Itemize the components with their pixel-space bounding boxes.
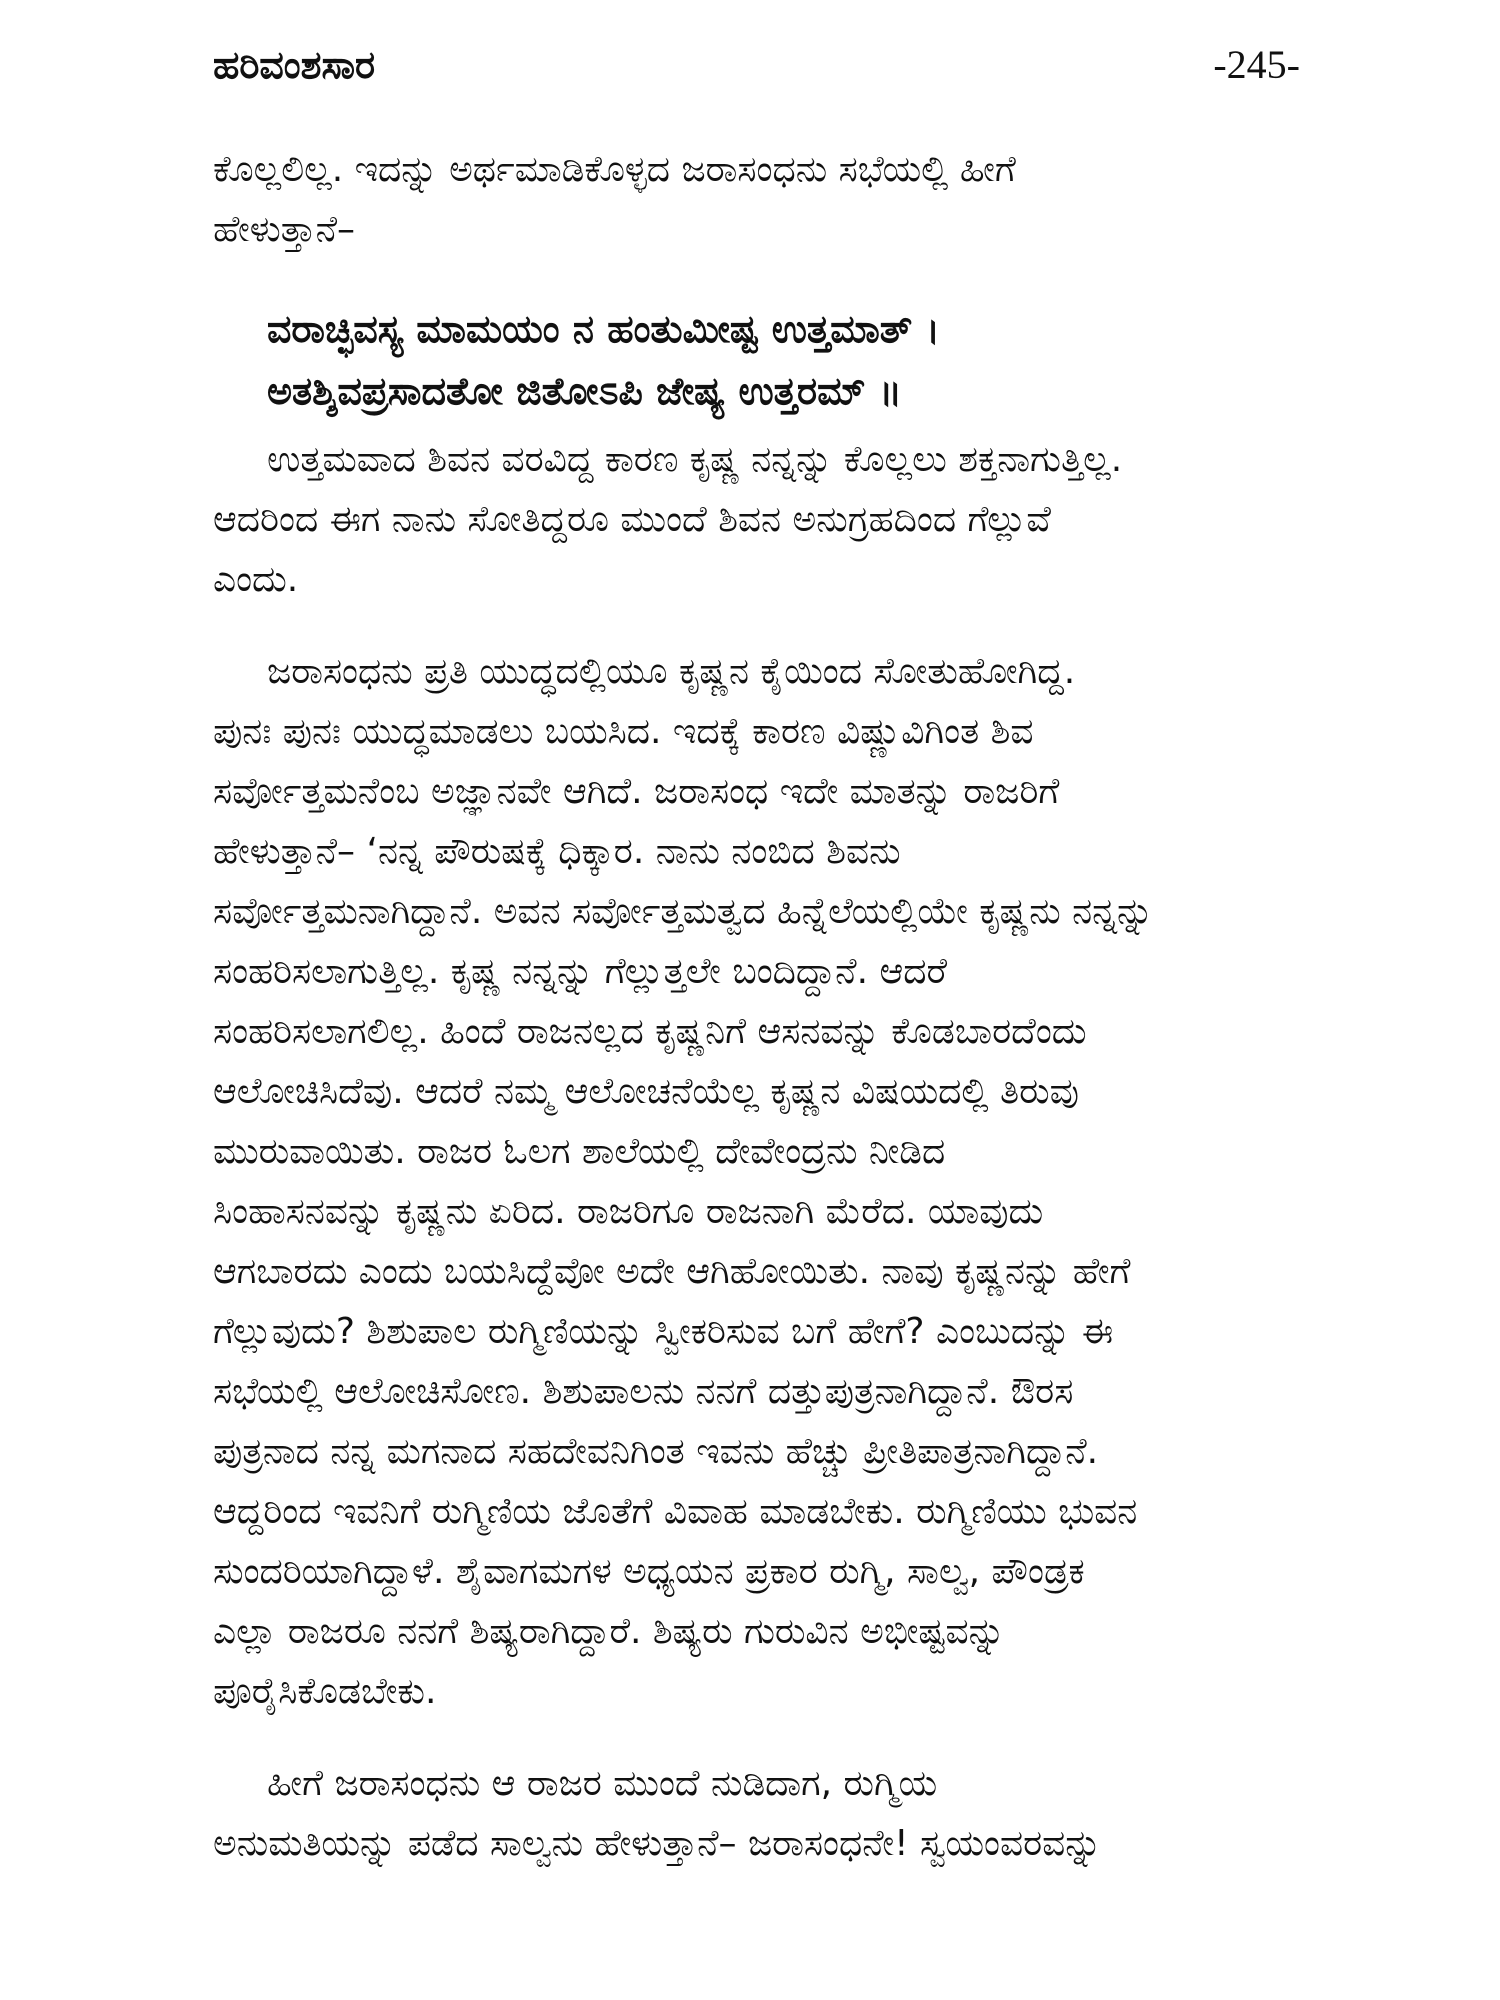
text-line: ಹೇಳುತ್ತಾನೆ– — [213, 209, 356, 250]
text-line: ಪೂರೈಸಿಕೊಡಬೇಕು. — [213, 1671, 437, 1712]
verse-line: ಅತಶ್ಶಿವಪ್ರಸಾದತೋ ಜಿತೋಽಪಿ ಜೇಷ್ಯ ಉತ್ತರಮ್ ॥ — [267, 369, 902, 413]
text-line: ಅನುಮತಿಯನ್ನು ಪಡೆದ ಸಾಲ್ವನು ಹೇಳುತ್ತಾನೆ– ಜರಾಸಂಧನೇ! ಸ್ವಯಂವರವನ್ನು — [213, 1823, 1102, 1864]
paragraph-explanation — [213, 430, 1300, 610]
text-line: ಪುನಃ ಪುನಃ ಯುದ್ಧಮಾಡಲು ಬಯಸಿದ. ಇದಕ್ಕೆ ಕಾರಣ ವಿಷ್ಣುವಿಗಿಂತ ಶಿವ — [213, 711, 1034, 752]
text-line: ಜರಾಸಂಧನು ಪ್ರತಿ ಯುದ್ಧದಲ್ಲಿಯೂ ಕೃಷ್ಣನ ಕೈಯಿಂದ ಸೋತುಹೋಗಿದ್ದ. — [267, 651, 1076, 692]
text-line: ಸುಂದರಿಯಾಗಿದ್ದಾಳೆ. ಶೈವಾಗಮಗಳ ಅಧ್ಯಯನ ಪ್ರಕಾರ ರುಗ್ಮಿ, ಸಾಲ್ವ, ಪೌಂಡ್ರಕ — [213, 1551, 1085, 1592]
text-line: ಆಲೋಚಿಸಿದೆವು. ಆದರೆ ನಮ್ಮ ಆಲೋಚನೆಯೆಲ್ಲ ಕೃಷ್ಣನ ವಿಷಯದಲ್ಲಿ ತಿರುವು — [213, 1071, 1079, 1112]
text-line: ಸಭೆಯಲ್ಲಿ ಆಲೋಚಿಸೋಣ. ಶಿಶುಪಾಲನು ನನಗೆ ದತ್ತುಪುತ್ರನಾಗಿದ್ದಾನೆ. ಔರಸ — [213, 1371, 1074, 1412]
text-line: ಗೆಲ್ಲುವುದು? ಶಿಶುಪಾಲ ರುಗ್ಮಿಣಿಯನ್ನು ಸ್ವೀಕರಿಸುವ ಬಗೆ ಹೇಗೆ? ಎಂಬುದನ್ನು ಈ — [213, 1311, 1114, 1352]
text-line: ಆಗಬಾರದು ಎಂದು ಬಯಸಿದ್ದೆವೋ ಅದೇ ಆಗಿಹೋಯಿತು. ನಾವು ಕೃಷ್ಣನನ್ನು ಹೇಗೆ — [213, 1251, 1131, 1292]
text-line: ಉತ್ತಮವಾದ ಶಿವನ ವರವಿದ್ದ ಕಾರಣ ಕೃಷ್ಣ ನನ್ನನ್ನು ಕೊಲ್ಲಲು ಶಕ್ತನಾಗುತ್ತಿಲ್ಲ. — [267, 439, 1123, 480]
text-line: ಆದ್ದರಿಂದ ಇವನಿಗೆ ರುಗ್ಮಿಣಿಯ ಜೊತೆಗೆ ವಿವಾಹ ಮಾಡಬೇಕು. ರುಗ್ಮಿಣಿಯು ಭುವನ — [213, 1491, 1138, 1532]
page-body — [213, 140, 1300, 1874]
verse-block — [213, 298, 1300, 422]
text-line: ಸಿಂಹಾಸನವನ್ನು ಕೃಷ್ಣನು ಏರಿದ. ರಾಜರಿಗೂ ರಾಜನಾಗಿ ಮೆರೆದ. ಯಾವುದು — [213, 1191, 1044, 1232]
page-number: -245- — [1213, 42, 1300, 87]
book-title: ಹರಿವಂಶಸಾರ — [213, 43, 376, 87]
text-line: ಸರ್ವೋತ್ತಮನೆಂಬ ಅಜ್ಞಾನವೇ ಆಗಿದೆ. ಜರಾಸಂಧ ಇದೇ ಮಾತನ್ನು ರಾಜರಿಗೆ — [213, 771, 1060, 812]
text-line: ಕೊಲ್ಲಲಿಲ್ಲ. ಇದನ್ನು ಅರ್ಥಮಾಡಿಕೊಳ್ಳದ ಜರಾಸಂಧನು ಸಭೆಯಲ್ಲಿ ಹೀಗೆ — [213, 149, 1016, 190]
text-line: ಆದರಿಂದ ಈಗ ನಾನು ಸೋತಿದ್ದರೂ ಮುಂದೆ ಶಿವನ ಅನುಗ್ರಹದಿಂದ ಗೆಲ್ಲುವೆ — [213, 499, 1051, 540]
text-line: ಹೇಳುತ್ತಾನೆ– ‘ನನ್ನ ಪೌರುಷಕ್ಕೆ ಧಿಕ್ಕಾರ. ನಾನು ನಂಬಿದ ಶಿವನು — [213, 831, 901, 872]
paragraph-main — [213, 642, 1300, 1722]
running-header — [213, 40, 1300, 90]
text-line: ಸಂಹರಿಸಲಾಗಲಿಲ್ಲ. ಹಿಂದೆ ರಾಜನಲ್ಲದ ಕೃಷ್ಣನಿಗೆ ಆಸನವನ್ನು ಕೊಡಬಾರದೆಂದು — [213, 1011, 1087, 1052]
text-line: ಹೀಗೆ ಜರಾಸಂಧನು ಆ ರಾಜರ ಮುಂದೆ ನುಡಿದಾಗ, ರುಗ್ಮಿಯ — [267, 1763, 938, 1804]
text-line: ಎಲ್ಲಾ ರಾಜರೂ ನನಗೆ ಶಿಷ್ಯರಾಗಿದ್ದಾರೆ. ಶಿಷ್ಯರು ಗುರುವಿನ ಅಭೀಷ್ಟವನ್ನು — [213, 1611, 1005, 1652]
text-line: ಸಂಹರಿಸಲಾಗುತ್ತಿಲ್ಲ. ಕೃಷ್ಣ ನನ್ನನ್ನು ಗೆಲ್ಲುತ್ತಲೇ ಬಂದಿದ್ದಾನೆ. ಆದರೆ — [213, 951, 948, 992]
text-line: ಪುತ್ರನಾದ ನನ್ನ ಮಗನಾದ ಸಹದೇವನಿಗಿಂತ ಇವನು ಹೆಚ್ಚು ಪ್ರೀತಿಪಾತ್ರನಾಗಿದ್ದಾನೆ. — [213, 1431, 1099, 1472]
text-line: ಸರ್ವೋತ್ತಮನಾಗಿದ್ದಾನೆ. ಅವನ ಸರ್ವೋತ್ತಮತ್ವದ ಹಿನ್ನೆಲೆಯಲ್ಲಿಯೇ ಕೃಷ್ಣನು ನನ್ನನ್ನು — [213, 891, 1154, 932]
verse-line: ವರಾಚ್ಛಿವಸ್ಯ ಮಾಮಯಂ ನ ಹಂತುಮೀಷ್ಟ ಉತ್ತಮಾತ್ । — [267, 307, 940, 351]
text-line: ಎಂದು. — [213, 559, 299, 600]
text-line: ಮುರುವಾಯಿತು. ರಾಜರ ಓಲಗ ಶಾಲೆಯಲ್ಲಿ ದೇವೇಂದ್ರನು ನೀಡಿದ — [213, 1131, 946, 1172]
paragraph-continuation — [213, 140, 1300, 260]
paragraph-final — [213, 1754, 1300, 1874]
